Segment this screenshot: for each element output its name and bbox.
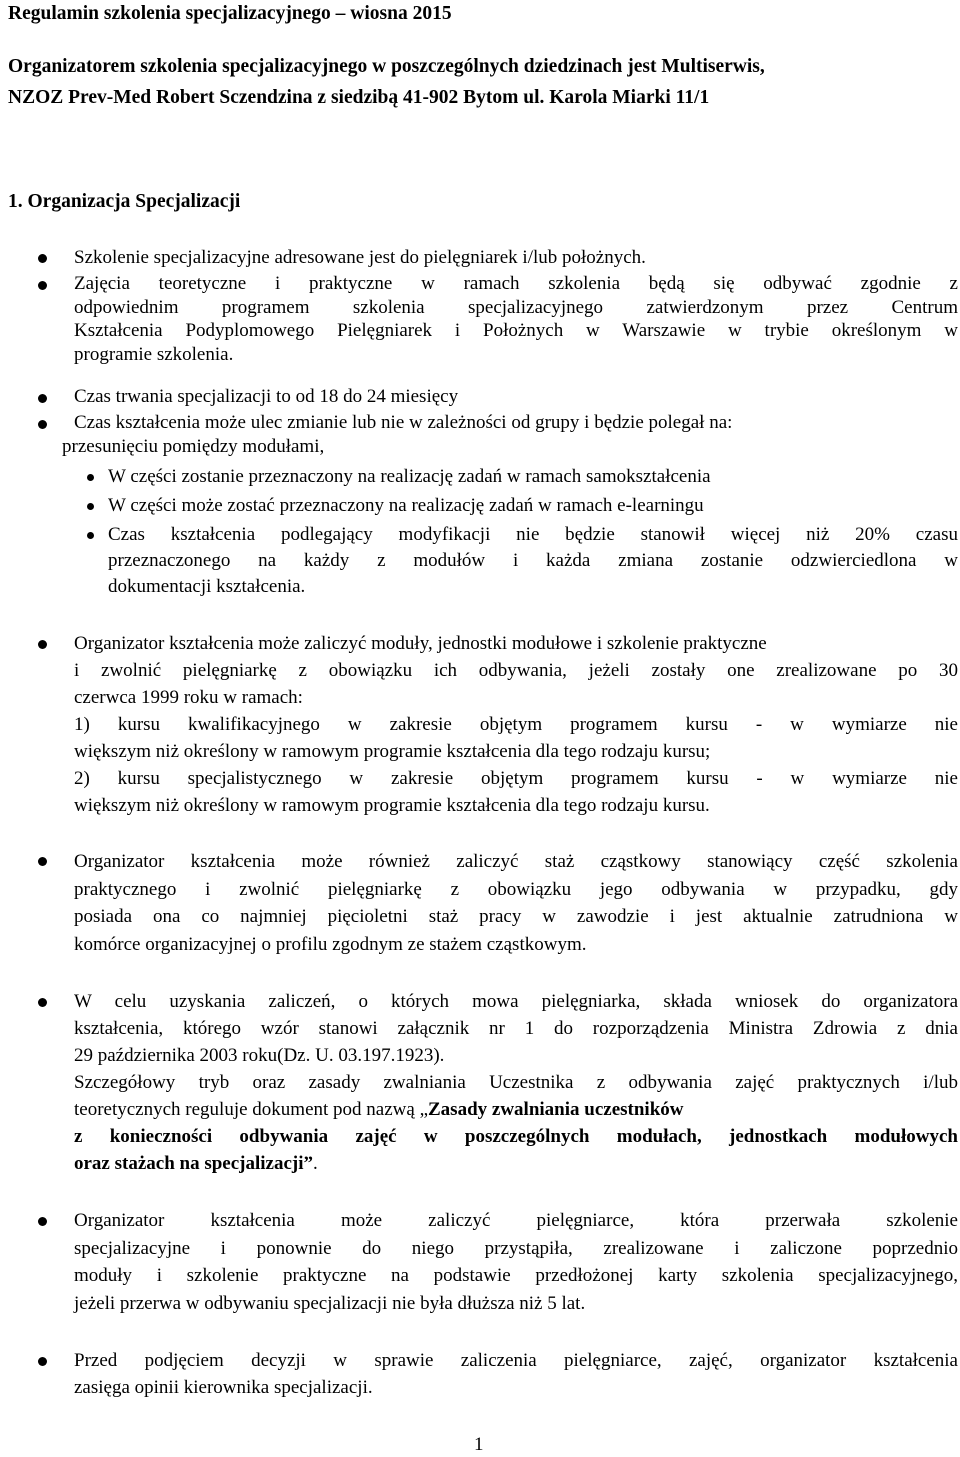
text-line: Organizator kształcenia może również zaliczyć staż cząstkowy stanowiący część szkolenia [74, 851, 958, 872]
organizer-line-2: NZOZ Prev-Med Robert Sczendzina z siedzibą 41-902 Bytom ul. Karola Miarki 11/1 [8, 87, 710, 108]
text-line: dokumentacji kształcenia. [108, 576, 306, 597]
text-line [74, 1150, 958, 1177]
document-name-bold: oraz stażach na specjalizacji” [74, 1153, 314, 1174]
text-line [74, 1096, 958, 1123]
bullet-dot-icon [38, 420, 47, 429]
text-line: Zajęcia teoretyczne i praktyczne w ramach szkolenia będą się odbywać zgodnie z [74, 273, 958, 294]
text-line: czerwca 1999 roku w ramach: [74, 687, 303, 708]
bullet-text: Szkolenie specjalizacyjne adresowane jest do pielęgniarek i/lub położnych. [74, 247, 646, 268]
page-number: 1 [474, 1434, 484, 1455]
text-line: jeżeli przerwa w odbywaniu specjalizacji nie była dłuższa niż 5 lat. [74, 1292, 586, 1314]
bullet-text-continued: przesunięciu pomiędzy modułami, [62, 436, 325, 457]
text-line: 29 października 2003 roku(Dz. U. 03.197.1923). [74, 1045, 445, 1066]
bullet-text: Czas kształcenia może ulec zmianie lub nie w zależności od grupy i będzie polegał na: [74, 412, 733, 433]
text-line: 2) kursu specjalistycznego w zakresie objętym programem kursu - w wymiarze nie [74, 768, 958, 789]
paragraph-przerwa [74, 1207, 958, 1317]
sub-bullet-dot-icon [87, 532, 94, 539]
text-line: i zwolnić pielęgniarkę z obowiązku ich odbywania, jeżeli zostały one zrealizowane po 30 [74, 660, 958, 681]
text-line: zasięga opinii kierownika specjalizacji. [74, 1377, 373, 1398]
text-line: 1) kursu kwalifikacyjnego w zakresie objętym programem kursu - w wymiarze nie [74, 714, 958, 735]
text-line: Organizator kształcenia może zaliczyć pielęgniarce, która przerwała szkolenie [74, 1210, 958, 1231]
bullet-dot-icon [38, 640, 47, 649]
sub-bullet-paragraph [108, 522, 958, 600]
sub-bullet-dot-icon [87, 503, 94, 510]
bullet-dot-icon [38, 1217, 47, 1226]
bullet-text: Czas trwania specjalizacji to od 18 do 24 miesięcy [74, 386, 459, 407]
text-line: Szczegółowy tryb oraz zasady zwalniania Uczestnika z odbywania zajęć praktycznych i/lub [74, 1072, 958, 1093]
text-line: przeznaczonego na każdy z modułów i każda zmiana zostanie odzwierciedlona w [108, 550, 958, 571]
document-name-bold: z konieczności odbywania zajęć w poszczególnych modułach, jednostkach modułowych [74, 1126, 958, 1147]
text-line: posiada ona co najmniej pięcioletni staż pracy w zawodzie i jest aktualnie zatrudniona w [74, 906, 958, 927]
sub-bullet-dot-icon [87, 474, 94, 481]
text-line: moduły i szkolenie praktyczne na podstawie przedłożonej karty szkolenia specjalizacyjnego, [74, 1265, 958, 1286]
bullet-dot-icon [38, 857, 47, 866]
text-line: W celu uzyskania zaliczeń, o których mowa pielęgniarka, składa wniosek do organizatora [74, 991, 958, 1012]
text-line: Organizator kształcenia może zaliczyć moduły, jednostki modułowe i szkolenie praktyczne [74, 633, 767, 654]
text-line: komórce organizacyjnej o profilu zgodnym ze stażem cząstkowym. [74, 933, 587, 955]
text-line: programie szkolenia. [74, 343, 234, 365]
paragraph-moduly [74, 630, 958, 819]
bullet-dot-icon [38, 1357, 47, 1366]
text-line: Kształcenia Podyplomowego Pielęgniarek i Położnych w Warszawie w trybie określonym w [74, 320, 958, 341]
text-line: większym niż określony w ramowym programie kształcenia dla tego rodzaju kursu. [74, 795, 710, 816]
paragraph-wniosek [74, 988, 958, 1177]
bullet-dot-icon [38, 998, 47, 1007]
sub-bullet-text: W części może zostać przeznaczony na realizację zadań w ramach e-learningu [108, 495, 704, 516]
text-line: odpowiednim programem szkolenia specjalizacyjnego zatwierdzonym przez Centrum [74, 296, 958, 318]
text-span: teoretycznych reguluje dokument pod nazwą „ [74, 1099, 428, 1120]
text-line: specjalizacyjne i ponownie do niego przystąpiła, zrealizowane i zaliczone poprzednio [74, 1237, 958, 1259]
bullet-dot-icon [38, 394, 47, 403]
paragraph-staz [74, 848, 958, 958]
sub-bullet-text: W części zostanie przeznaczony na realizację zadań w ramach samokształcenia [108, 466, 711, 487]
bullet-dot-icon [38, 254, 47, 263]
document-name-bold: Zasady zwalniania uczestników [428, 1099, 684, 1120]
paragraph-opinia [74, 1347, 958, 1401]
text-line: Czas kształcenia podlegający modyfikacji nie będzie stanowił więcej niż 20% czasu [108, 524, 958, 545]
organizer-line-1: Organizatorem szkolenia specjalizacyjnego w poszczególnych dziedzinach jest Multiserwis, [8, 56, 765, 77]
document-title: Regulamin szkolenia specjalizacyjnego – wiosna 2015 [8, 3, 452, 24]
section-heading: 1. Organizacja Specjalizacji [8, 191, 241, 212]
text-line: praktycznego i zwolnić pielęgniarkę z obowiązku jego odbywania w przypadku, gdy [74, 878, 958, 900]
bullet-dot-icon [38, 281, 47, 290]
text-line: Przed podjęciem decyzji w sprawie zaliczenia pielęgniarce, zajęć, organizator kształcenia [74, 1350, 958, 1371]
text-span: . [313, 1153, 318, 1174]
text-line: większym niż określony w ramowym programie kształcenia dla tego rodzaju kursu; [74, 741, 711, 762]
bullet-paragraph [74, 272, 958, 366]
text-line: kształcenia, którego wzór stanowi załącznik nr 1 do rozporządzenia Ministra Zdrowia z dnia [74, 1018, 958, 1039]
